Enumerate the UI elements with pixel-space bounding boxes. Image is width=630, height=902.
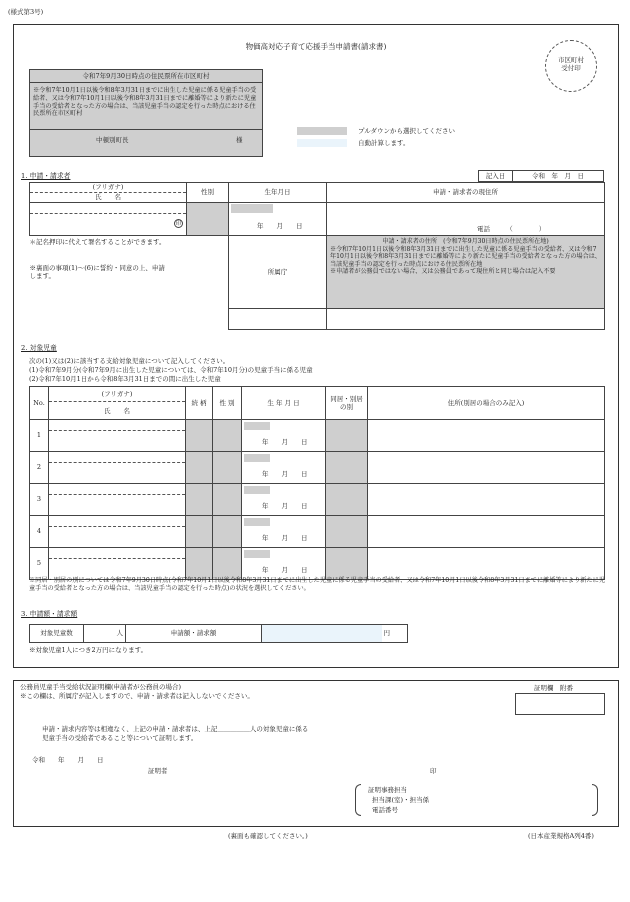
stamp-line2: 受付印 xyxy=(561,64,581,73)
child-address-input[interactable] xyxy=(368,484,605,516)
legend-auto-text: 自動計算します。 xyxy=(358,139,410,147)
col-name: 氏 名 xyxy=(104,407,130,416)
child-address-input[interactable] xyxy=(368,516,605,548)
col-gender: 性 別 xyxy=(213,387,242,420)
dob-era-select[interactable] xyxy=(231,204,273,213)
section2-item2: (2)令和7年10月1日から令和8年3月31日までの間に出生した児童 xyxy=(29,375,221,383)
child-furigana-input[interactable] xyxy=(49,548,185,559)
seal-mark: 印 xyxy=(175,221,182,227)
child-cohab-select[interactable] xyxy=(326,452,368,484)
col-dob: 生 年 月 日 xyxy=(242,387,326,420)
row-number: 4 xyxy=(30,516,49,548)
cert-statement2: 児童手当の受給者であること等について証明します。 xyxy=(42,734,198,742)
child-relation-select[interactable] xyxy=(186,548,213,580)
applicant-table xyxy=(29,182,605,330)
certifier-label: 証明者 xyxy=(148,767,168,775)
legend-pulldown-text: プルダウンから選択してください xyxy=(358,127,455,135)
residence-header: 令和7年9月30日時点の住民票所在市区町村 xyxy=(30,70,262,83)
child-furigana-input[interactable] xyxy=(49,420,185,431)
gender-header: 性別 xyxy=(187,183,229,203)
child-dob-ymd: 年 月 日 xyxy=(262,438,308,446)
child-name-input[interactable] xyxy=(49,495,185,515)
child-gender-select[interactable] xyxy=(213,548,242,580)
child-row xyxy=(30,548,605,580)
row-number: 3 xyxy=(30,484,49,516)
entry-date-table xyxy=(478,170,604,182)
col-no: No. xyxy=(30,387,49,420)
amount-label: 申請額・請求額 xyxy=(126,625,262,643)
child-relation-select[interactable] xyxy=(186,484,213,516)
cert-statement1: 申請・請求内容等は相違なく、上記の申請・請求者は、上記＿＿＿＿＿人の対象児童に係る xyxy=(42,725,309,733)
address-header: 申請・請求者の現住所 xyxy=(327,183,605,203)
cert-number-box[interactable] xyxy=(515,693,605,715)
child-relation-select[interactable] xyxy=(186,420,213,452)
child-dob-ymd: 年 月 日 xyxy=(262,566,308,574)
applicant-furigana-label: (フリガナ) xyxy=(30,183,186,193)
child-name-input[interactable] xyxy=(49,527,185,547)
section3-note: ※対象児童1人につき2万円になります。 xyxy=(29,646,148,654)
office-input[interactable] xyxy=(229,309,327,330)
applicant-name-label: 氏 名 xyxy=(95,193,121,201)
col-relation: 続 柄 xyxy=(186,387,213,420)
child-row xyxy=(30,420,605,452)
child-era-select[interactable] xyxy=(244,550,270,558)
certifier-seal: 印 xyxy=(430,767,437,775)
child-era-select[interactable] xyxy=(244,486,270,494)
row-number: 5 xyxy=(30,548,49,580)
entry-date-label: 記入日 xyxy=(479,171,513,182)
child-dob-ymd: 年 月 日 xyxy=(262,534,308,542)
applicant-dob-ymd: 年 月 日 xyxy=(257,222,303,230)
child-era-select[interactable] xyxy=(244,422,270,430)
office-label: 所属庁 xyxy=(229,236,327,309)
cert-box-label: 証明欄 附番 xyxy=(534,684,573,692)
amount-table xyxy=(29,624,408,643)
child-cohab-select[interactable] xyxy=(326,484,368,516)
footer-right: (日本産業規格A列4番) xyxy=(528,832,594,840)
applicant-furigana-input[interactable] xyxy=(30,203,186,214)
mayor-honorific: 様 xyxy=(236,136,243,144)
child-dob-ymd: 年 月 日 xyxy=(262,502,308,510)
child-name-input[interactable] xyxy=(49,463,185,483)
applicant-name-input[interactable] xyxy=(30,214,186,235)
child-furigana-input[interactable] xyxy=(49,484,185,495)
contact-tel: 電話番号 xyxy=(372,806,398,814)
section2-note: ※同居・別居の別については令和7年9月30日時点(令和7年10月1日以後令和8年3月31日までに出生した児童に係る児童手当の受給者、又は令和7年10月1日以後令和8年3月31日までに離婚等により新たに児童手当の受給者となった方の場合は、当該児童手当の認定を行った時点)の状況を選択してください。 xyxy=(29,577,606,592)
residence-note: ※令和7年10月1日以後令和8年3月31日までに出生した児童に係る児童手当の受給者、又は令和7年10月1日以後令和8年3月31日までに離婚等により新たに児童手当の受給者となった方の場合は、当該児童手当の認定を行った時点における住民票所在市区町村 xyxy=(30,83,262,130)
cert-date[interactable]: 令和 年 月 日 xyxy=(32,756,104,764)
child-era-select[interactable] xyxy=(244,454,270,462)
child-row xyxy=(30,484,605,516)
section2-intro: 次の(1)又は(2)に該当する支給対象児童について記入してください。 xyxy=(29,357,230,365)
amount-field xyxy=(262,625,382,643)
col-furigana: (フリガナ) xyxy=(49,390,185,402)
stamp-line1: 市区町村 xyxy=(558,56,584,64)
amount-unit: 円 xyxy=(382,625,408,643)
legend-pulldown-swatch xyxy=(297,127,347,135)
child-address-input[interactable] xyxy=(368,452,605,484)
dob-header: 生年月日 xyxy=(229,183,327,203)
sign-note: ＊記名押印に代えて署名することができます。 xyxy=(29,238,166,246)
child-count-label: 対象児童数 xyxy=(30,625,84,643)
section2-item1: (1)令和7年9月分(令和7年9月に出生した児童については、令和7年10月分)の児童手当に係る児童 xyxy=(29,366,313,374)
section3-title: 3. 申請額・請求額 xyxy=(21,610,78,618)
child-cohab-select[interactable] xyxy=(326,516,368,548)
reception-stamp xyxy=(545,40,597,92)
footer-left: (裏面も確認してください。) xyxy=(228,832,308,840)
address2-title: 申請・請求者の住所 (令和7年9月30日時点の住民票所在地) xyxy=(382,238,549,245)
col-cohab: 同居・別居の別 xyxy=(326,387,368,420)
child-gender-select[interactable] xyxy=(213,452,242,484)
entry-date-field[interactable]: 令和 年 月 日 xyxy=(513,171,604,182)
address2-note1: ※令和7年10月1日以後令和8年3月31日までに出生した児童に係る児童手当の受給者、又は令和7年10月1日以後令和8年3月31日までに離婚等により新たに児童手当の受給者となった方の場合は、当該児童手当の認定を行った時点における住民票所在地 xyxy=(330,245,601,268)
child-gender-select[interactable] xyxy=(213,420,242,452)
bracket-left xyxy=(355,784,361,816)
child-name-input[interactable] xyxy=(49,431,185,451)
child-address-input[interactable] xyxy=(368,548,605,580)
child-gender-select[interactable] xyxy=(213,516,242,548)
form-title: 物価高対応子育て応援手当申請書(請求書) xyxy=(245,42,387,51)
section1-title: 1. 申請・請求者 xyxy=(21,172,71,180)
child-name-input[interactable] xyxy=(49,559,185,579)
child-cohab-select[interactable] xyxy=(326,420,368,452)
child-relation-select[interactable] xyxy=(186,452,213,484)
child-gender-select[interactable] xyxy=(213,484,242,516)
pledge-text: ※裏面の事項(1)～(6)に誓約・同意の上、申請します。 xyxy=(29,264,165,281)
mayor-name: 中頓別町長 xyxy=(96,136,129,144)
child-era-select[interactable] xyxy=(244,518,270,526)
child-relation-select[interactable] xyxy=(186,516,213,548)
child-furigana-input[interactable] xyxy=(49,452,185,463)
col-address: 住所(別居の場合のみ記入) xyxy=(368,387,605,420)
cert-title: 公務員児童手当受給状況証明欄(申請者が公務員の場合) xyxy=(20,683,182,691)
child-address-input[interactable] xyxy=(368,420,605,452)
child-dob-ymd: 年 月 日 xyxy=(262,470,308,478)
child-furigana-input[interactable] xyxy=(49,516,185,527)
applicant-gender-select[interactable] xyxy=(187,203,229,236)
child-count-field[interactable]: 人 xyxy=(84,625,126,643)
residence-box xyxy=(29,69,263,157)
section2-title: 2. 対象児童 xyxy=(21,344,57,352)
mayor-row xyxy=(30,130,262,156)
applicant-phone[interactable]: 電話 （ ） xyxy=(477,225,546,233)
address2-note2: ※申請者が公務員ではない場合、又は公務員であって現住所と同じ場合は記入不要 xyxy=(330,268,556,276)
row-number: 1 xyxy=(30,420,49,452)
form-number: (様式第3号) xyxy=(8,8,44,16)
contact-dept: 担当課(室)・担当係 xyxy=(372,796,430,804)
bracket-right xyxy=(592,784,598,816)
children-table xyxy=(29,386,605,580)
legend-auto-swatch xyxy=(297,139,347,147)
row-number: 2 xyxy=(30,452,49,484)
cert-note: ※この欄は、所属庁が記入しますので、申請・請求者は記入しないでください。 xyxy=(20,692,254,700)
contact-title: 証明事務担当 xyxy=(368,786,407,794)
child-row xyxy=(30,452,605,484)
child-row xyxy=(30,516,605,548)
address2-input[interactable] xyxy=(327,309,605,330)
child-cohab-select[interactable] xyxy=(326,548,368,580)
